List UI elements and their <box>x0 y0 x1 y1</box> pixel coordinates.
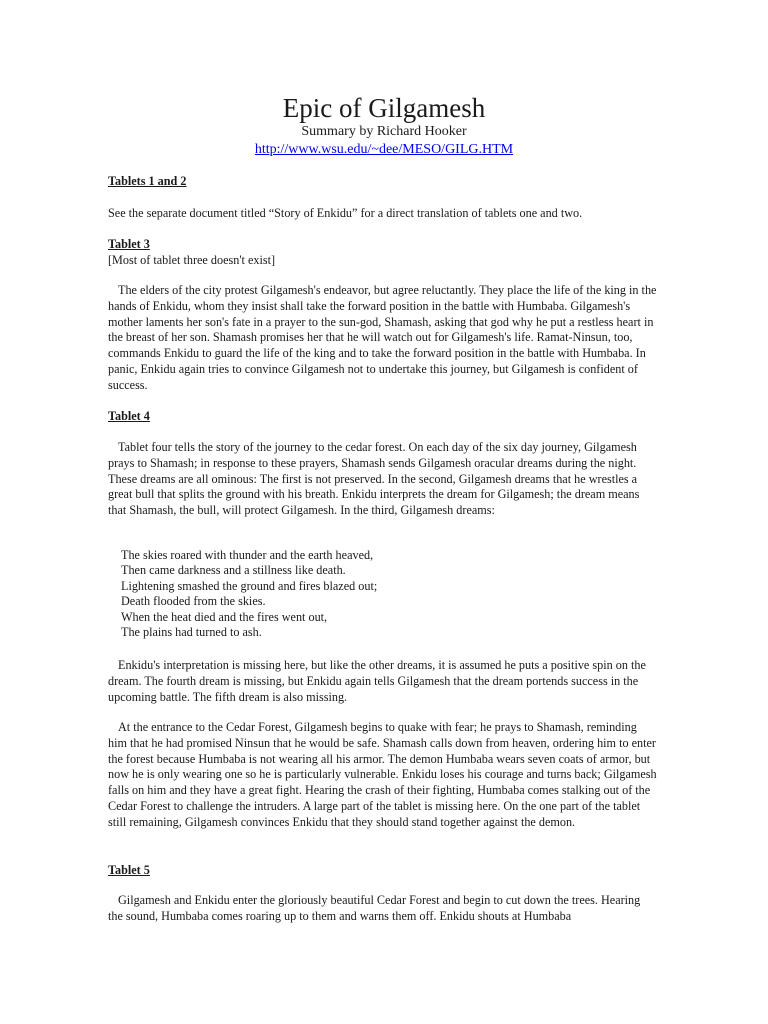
paragraph: At the entrance to the Cedar Forest, Gilgamesh begins to quake with fear; he prays to Shamash, reminding him that he had promised Ninsun that he would be safe. Shamash calls down from heaven, ordering him to enter the forest because Humbaba is not wearing all his armor. The demon Humbaba wears seven coats of armor, but now he is only wearing one so he is particularly vulnerable. Enkidu loses his courage and turns back; Gilgamesh falls on him and they have a great fight. Hearing the crash of their fighting, Humbaba comes stalking out of the Cedar Forest to challenge the intruders. A large part of the tablet is missing here. On the one part of the tablet still remaining, Gilgamesh convinces Enkidu that they should stand together against the demon. <box>108 720 657 829</box>
paragraph: See the separate document titled “Story of Enkidu” for a direct translation of tablets one and two. <box>108 206 583 220</box>
section-tablet-5 <box>108 862 658 878</box>
section-heading: Tablet 5 <box>108 863 150 877</box>
verse-line: Then came darkness and a stillness like death. <box>121 563 346 578</box>
section-tablet-4-body-2 <box>108 658 658 705</box>
section-tablet-3 <box>108 236 658 268</box>
section-tablet-5-body <box>108 893 658 925</box>
section-heading: Tablets 1 and 2 <box>108 174 187 188</box>
section-tablets-1-2-text <box>108 205 658 221</box>
paragraph: Enkidu's interpretation is missing here, but like the other dreams, it is assumed he puts a positive spin on the dream. The fourth dream is missing, but Enkidu again tells Gilgamesh that the dream portends success in the upcoming battle. The fifth dream is also missing. <box>108 658 646 704</box>
section-tablet-4 <box>108 408 658 424</box>
dream-verse <box>121 548 377 640</box>
paragraph: Tablet four tells the story of the journey to the cedar forest. On each day of the six day journey, Gilgamesh prays to Shamash; in response to these prayers, Shamash sends Gilgamesh oracular dreams during the night. These dreams are all ominous: The first is not preserved. In the second, Gilgamesh dreams that he wrestles a great bull that splits the ground with his breath. Enkidu interprets the dream for Gilgamesh; the dream means that Shamash, the bull, will protect Gilgamesh. In the third, Gilgamesh dreams: <box>108 440 640 518</box>
section-tablet-4-body <box>108 440 658 519</box>
section-heading: Tablet 3 <box>108 237 150 251</box>
paragraph: The elders of the city protest Gilgamesh's endeavor, but agree reluctantly. They place the life of the king in the hands of Enkidu, whom they insist shall take the forward position in the battle with Humbaba. Gilgamesh's mother laments her son's fate in a prayer to the sun-god, Shamash, asking that god why he put a restless heart in the breast of her son. Shamash promises her that he will watch out for Gilgamesh's life. Ramat-Ninsun, too, commands Enkidu to guard the life of the king and to take the forward position in the battle with Humbaba. In panic, Enkidu again tries to convince Gilgamesh not to undertake this journey, but Gilgamesh is confident of success. <box>108 283 657 392</box>
verse-line: Lightening smashed the ground and fires blazed out; <box>121 578 378 593</box>
verse-line: When the heat died and the fires went out, <box>121 609 328 624</box>
source-url <box>0 141 768 159</box>
section-note: [Most of tablet three doesn't exist] <box>108 253 276 267</box>
section-tablet-4-body-3 <box>108 720 658 831</box>
document-byline: Summary by Richard Hooker <box>301 124 467 139</box>
verse-line: Death flooded from the skies. <box>121 594 266 609</box>
section-heading: Tablet 4 <box>108 409 150 423</box>
paragraph: Gilgamesh and Enkidu enter the gloriously beautiful Cedar Forest and begin to cut down the trees. Hearing the sound, Humbaba comes roaring up to them and warns them off. Enkidu shouts at Humbaba <box>108 893 641 923</box>
verse-line: The skies roared with thunder and the earth heaved, <box>121 548 374 562</box>
document-title: Epic of Gilgamesh <box>282 93 486 123</box>
verse-line: The plains had turned to ash. <box>121 625 262 640</box>
source-link[interactable]: http://www.wsu.edu/~dee/MESO/GILG.HTM <box>254 142 514 157</box>
section-tablets-1-2 <box>108 173 658 189</box>
section-tablet-3-body <box>108 283 658 394</box>
